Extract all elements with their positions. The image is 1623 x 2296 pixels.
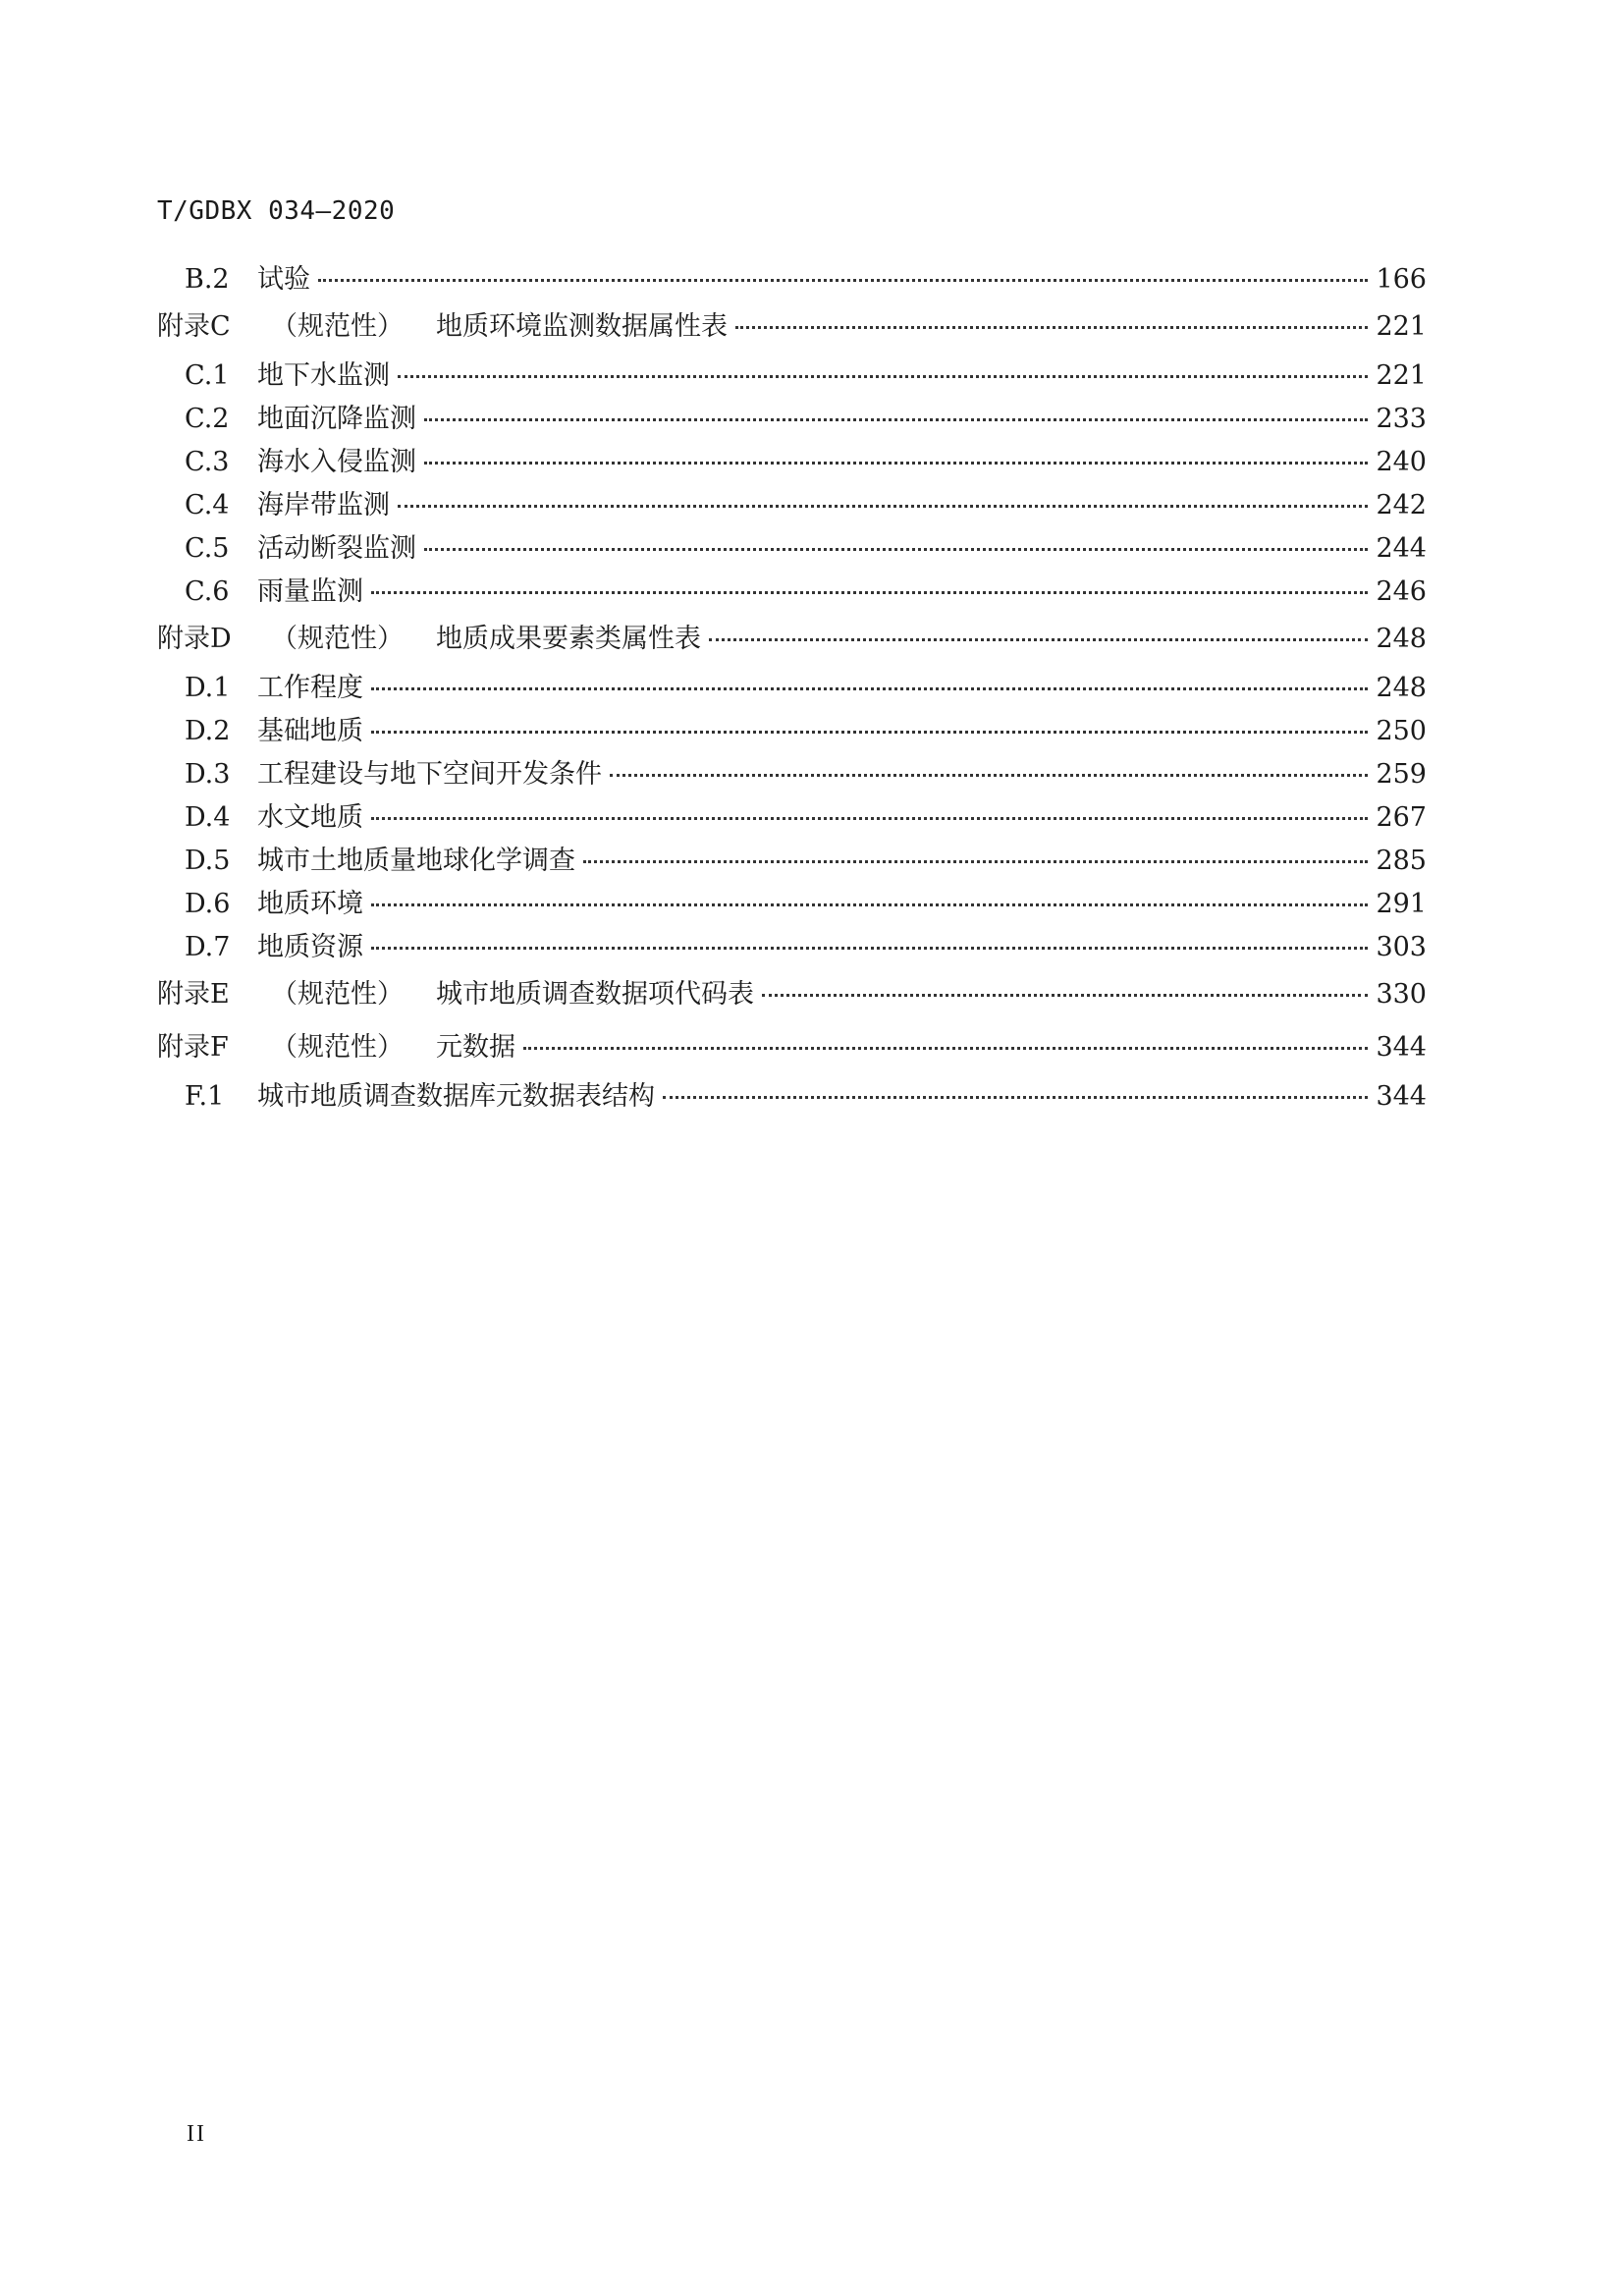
dot-leader bbox=[424, 462, 1368, 465]
toc-section-entry[interactable] bbox=[157, 801, 1427, 845]
toc-appendix-entry[interactable] bbox=[157, 306, 1427, 359]
document-code-header: T/GDBX 034—2020 bbox=[157, 196, 396, 226]
toc-entry-page-number: 248 bbox=[1376, 624, 1427, 654]
toc-entry-number: D.5 bbox=[185, 846, 231, 876]
dot-leader bbox=[583, 860, 1368, 863]
dot-leader bbox=[371, 687, 1368, 690]
toc-entry-page-number: 259 bbox=[1376, 759, 1427, 790]
toc-entry-title: 元数据 bbox=[436, 1032, 515, 1063]
toc-entry-number: D.6 bbox=[185, 889, 231, 919]
toc-section-entry[interactable] bbox=[157, 446, 1427, 489]
toc-entry-title: 地质资源 bbox=[257, 932, 363, 962]
toc-entry-page-number: 244 bbox=[1376, 533, 1427, 564]
toc-entry-tag: （规范性） bbox=[271, 311, 404, 342]
toc-section-entry[interactable] bbox=[157, 575, 1427, 619]
toc-entry-page-number: 248 bbox=[1376, 673, 1427, 703]
toc-section-entry[interactable] bbox=[157, 888, 1427, 931]
dot-leader bbox=[371, 591, 1368, 594]
toc-entry-title: 水文地质 bbox=[257, 802, 363, 833]
toc-entry-number: C.3 bbox=[185, 447, 230, 477]
toc-entry-tag: （规范性） bbox=[271, 1032, 404, 1063]
toc-entry-title: 地质环境 bbox=[257, 889, 363, 919]
toc-entry-page-number: 240 bbox=[1376, 447, 1427, 477]
dot-leader bbox=[371, 731, 1368, 734]
toc-entry-number: D.3 bbox=[185, 759, 231, 790]
toc-appendix-entry[interactable] bbox=[157, 619, 1427, 672]
toc-entry-number: 附录E bbox=[157, 979, 230, 1010]
toc-section-entry[interactable] bbox=[157, 403, 1427, 446]
dot-leader bbox=[318, 279, 1368, 282]
toc-entry-title: 地质环境监测数据属性表 bbox=[436, 311, 728, 342]
toc-section-entry[interactable] bbox=[157, 758, 1427, 801]
dot-leader bbox=[398, 505, 1368, 508]
toc-entry-page-number: 303 bbox=[1376, 932, 1427, 962]
toc-entry-tag: （规范性） bbox=[271, 624, 404, 654]
dot-leader bbox=[523, 1047, 1368, 1050]
dot-leader bbox=[371, 817, 1368, 820]
toc-section-entry[interactable] bbox=[157, 845, 1427, 888]
toc-entry-page-number: 233 bbox=[1376, 404, 1427, 434]
toc-section-entry[interactable] bbox=[157, 931, 1427, 974]
toc-section-entry[interactable] bbox=[157, 263, 1427, 306]
dot-leader bbox=[424, 548, 1368, 551]
toc-section-entry[interactable] bbox=[157, 532, 1427, 575]
table-of-contents bbox=[157, 263, 1427, 1123]
toc-entry-page-number: 221 bbox=[1376, 360, 1427, 391]
toc-entry-number: C.5 bbox=[185, 533, 230, 564]
toc-entry-title: 地质成果要素类属性表 bbox=[436, 624, 701, 654]
toc-entry-number: C.6 bbox=[185, 576, 230, 607]
toc-entry-title: 地面沉降监测 bbox=[257, 404, 416, 434]
dot-leader bbox=[398, 375, 1368, 378]
toc-entry-page-number: 291 bbox=[1376, 889, 1427, 919]
toc-entry-title: 海水入侵监测 bbox=[257, 447, 416, 477]
toc-entry-title: 城市土地质量地球化学调查 bbox=[257, 846, 575, 876]
toc-entry-number: D.2 bbox=[185, 716, 231, 746]
toc-entry-number: D.7 bbox=[185, 932, 231, 962]
toc-entry-title: 工程建设与地下空间开发条件 bbox=[257, 759, 602, 790]
toc-section-entry[interactable] bbox=[157, 715, 1427, 758]
toc-entry-page-number: 344 bbox=[1376, 1032, 1427, 1063]
toc-entry-title: 城市地质调查数据库元数据表结构 bbox=[257, 1081, 655, 1112]
dot-leader bbox=[371, 903, 1368, 906]
toc-section-entry[interactable] bbox=[157, 359, 1427, 403]
dot-leader bbox=[610, 774, 1368, 777]
toc-entry-title: 活动断裂监测 bbox=[257, 533, 416, 564]
toc-entry-number: C.2 bbox=[185, 404, 230, 434]
toc-entry-page-number: 166 bbox=[1376, 264, 1427, 295]
toc-appendix-entry[interactable] bbox=[157, 974, 1427, 1027]
toc-entry-title: 工作程度 bbox=[257, 673, 363, 703]
dot-leader bbox=[735, 326, 1368, 329]
toc-entry-number: D.1 bbox=[185, 673, 231, 703]
toc-appendix-entry[interactable] bbox=[157, 1027, 1427, 1080]
dot-leader bbox=[709, 638, 1368, 641]
toc-entry-page-number: 221 bbox=[1376, 311, 1427, 342]
toc-entry-number: D.4 bbox=[185, 802, 231, 833]
toc-entry-page-number: 344 bbox=[1376, 1081, 1427, 1112]
dot-leader bbox=[663, 1096, 1368, 1099]
dot-leader bbox=[424, 418, 1368, 421]
toc-entry-page-number: 330 bbox=[1376, 979, 1427, 1010]
toc-entry-title: 海岸带监测 bbox=[257, 490, 390, 520]
toc-section-entry[interactable] bbox=[157, 1080, 1427, 1123]
toc-entry-number: B.2 bbox=[185, 264, 230, 295]
toc-entry-number: 附录D bbox=[157, 624, 232, 654]
toc-entry-number: 附录C bbox=[157, 311, 231, 342]
toc-entry-number: C.1 bbox=[185, 360, 230, 391]
dot-leader bbox=[371, 947, 1368, 950]
toc-entry-page-number: 242 bbox=[1376, 490, 1427, 520]
toc-section-entry[interactable] bbox=[157, 672, 1427, 715]
dot-leader bbox=[762, 994, 1368, 997]
toc-entry-number: F.1 bbox=[185, 1081, 225, 1112]
toc-entry-number: 附录F bbox=[157, 1032, 229, 1063]
toc-entry-page-number: 246 bbox=[1376, 576, 1427, 607]
toc-entry-tag: （规范性） bbox=[271, 979, 404, 1010]
toc-entry-page-number: 267 bbox=[1376, 802, 1427, 833]
toc-entry-number: C.4 bbox=[185, 490, 230, 520]
toc-entry-title: 城市地质调查数据项代码表 bbox=[436, 979, 754, 1010]
toc-section-entry[interactable] bbox=[157, 489, 1427, 532]
toc-entry-page-number: 250 bbox=[1376, 716, 1427, 746]
toc-entry-page-number: 285 bbox=[1376, 846, 1427, 876]
toc-entry-title: 雨量监测 bbox=[257, 576, 363, 607]
toc-entry-title: 地下水监测 bbox=[257, 360, 390, 391]
toc-entry-title: 试验 bbox=[257, 264, 310, 295]
toc-entry-title: 基础地质 bbox=[257, 716, 363, 746]
page-number: II bbox=[187, 2121, 206, 2147]
